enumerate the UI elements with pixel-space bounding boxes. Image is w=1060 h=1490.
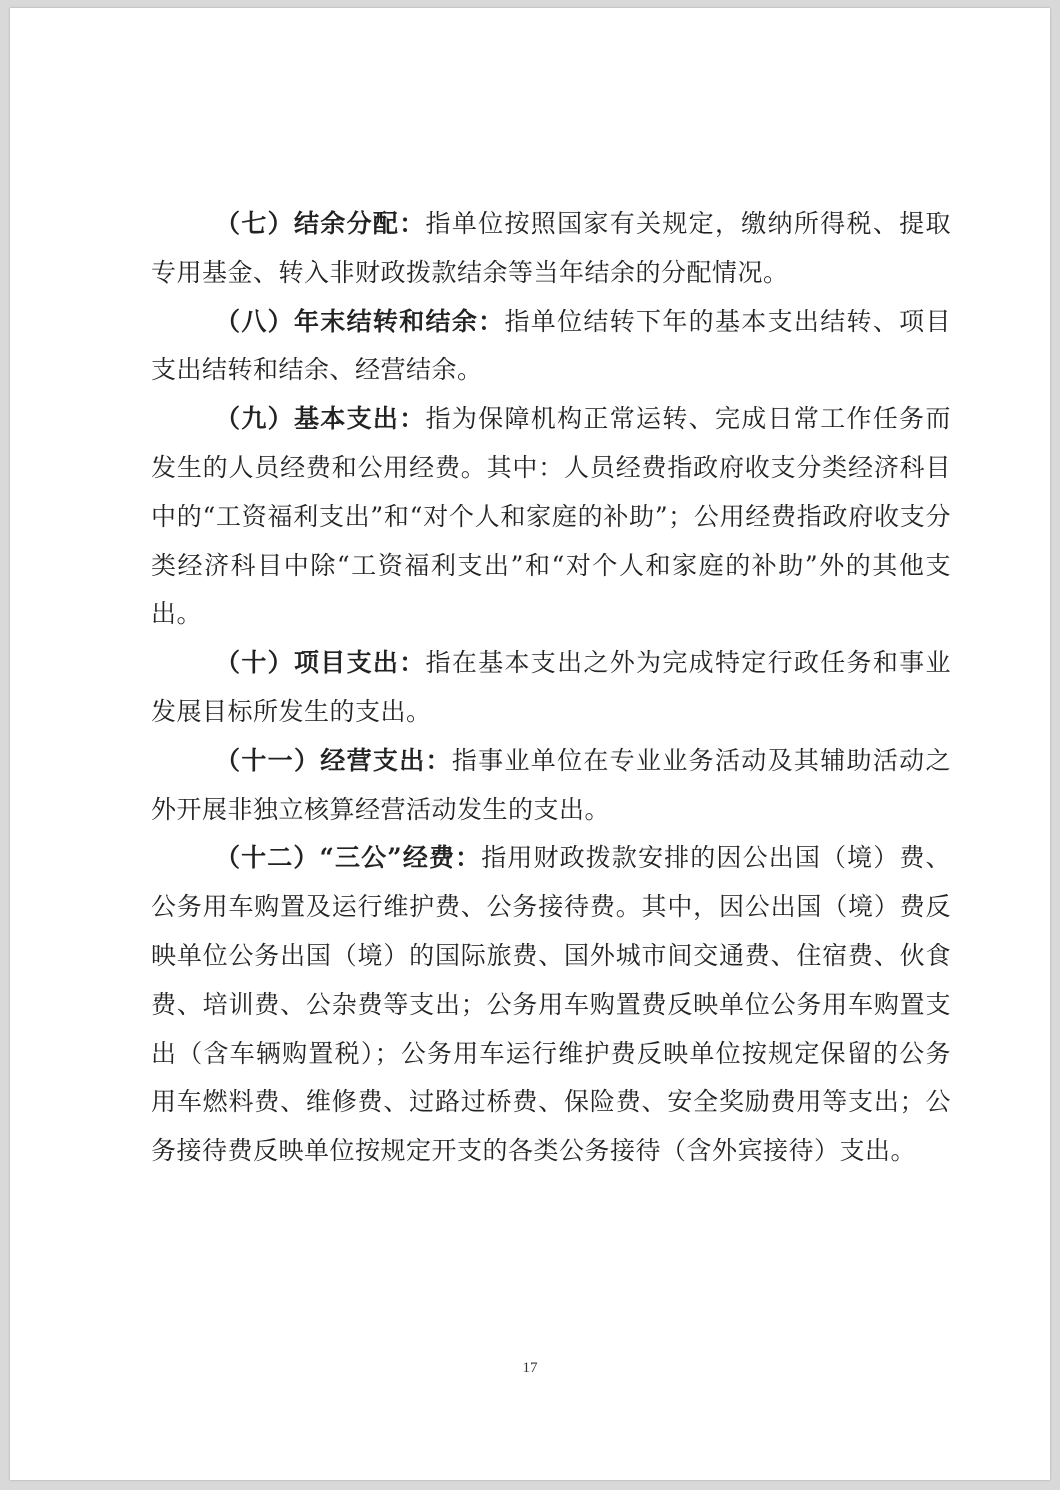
paragraph-operating-expenditure bbox=[151, 737, 951, 835]
term-definition: 指单位结转下年的基本支出结转、项目支出结转和结余、经营结余。 bbox=[151, 306, 951, 385]
document-body bbox=[151, 200, 951, 1176]
paragraph-project-expenditure bbox=[151, 639, 951, 737]
term-definition: 指事业单位在专业业务活动及其辅助活动之外开展非独立核算经营活动发生的支出。 bbox=[151, 745, 951, 824]
term-definition: 指用财政拨款安排的因公出国（境）费、公务用车购置及运行维护费、公务接待费。其中，因公出国（境）费反映单位公务出国（境）的国际旅费、国外城市间交通费、住宿费、伙食费、培训费、公杂费等支出；公务用车购置费反映单位公务用车购置支出（含车辆购置税）；公务用车运行维护费反映单位按规定保留的公务用车燃料费、维修费、过路过桥费、保险费、安全奖励费用等支出；公务接待费反映单位按规定开支的各类公务接待（含外宾接待）支出。 bbox=[151, 843, 951, 1166]
term-definition: 指单位按照国家有关规定，缴纳所得税、提取专用基金、转入非财政拨款结余等当年结余的分配情况。 bbox=[151, 209, 951, 287]
paragraph-basic-expenditure bbox=[151, 395, 951, 639]
document-page bbox=[10, 8, 1050, 1480]
term-heading: （十）项目支出： bbox=[215, 648, 426, 678]
term-heading: （十二）“三公”经费： bbox=[215, 843, 482, 873]
term-heading: （八）年末结转和结余： bbox=[215, 306, 505, 336]
page-number: 17 bbox=[522, 1360, 538, 1376]
term-heading: （七）结余分配： bbox=[215, 209, 426, 238]
term-heading: （九）基本支出： bbox=[215, 404, 426, 434]
term-heading: （十一）经营支出： bbox=[215, 745, 452, 775]
term-definition: 指为保障机构正常运转、完成日常工作任务而发生的人员经费和公用经费。其中：人员经费指政府收支分类经济科目中的“工资福利支出”和“对个人和家庭的补助”；公用经费指政府收支分类经济科目中除“工资福利支出”和“对个人和家庭的补助”外的其他支出。 bbox=[151, 404, 951, 629]
paragraph-year-end-carryover bbox=[151, 298, 951, 396]
term-definition: 指在基本支出之外为完成特定行政任务和事业发展目标所发生的支出。 bbox=[151, 648, 951, 726]
paragraph-surplus-distribution bbox=[151, 200, 951, 298]
paragraph-three-public-expenses bbox=[151, 834, 951, 1176]
